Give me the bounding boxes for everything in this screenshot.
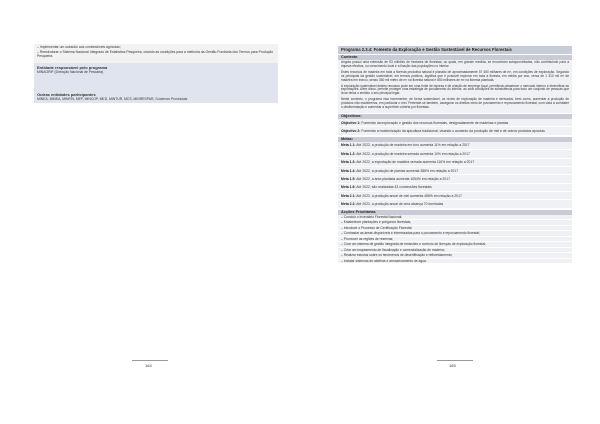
goal-label: Meta 1.1: bbox=[341, 143, 356, 148]
goal-label: Meta 1.2: bbox=[341, 151, 356, 156]
others-heading: Outras entidades participantes bbox=[37, 92, 96, 98]
responsible-section bbox=[34, 63, 278, 76]
list-item: – Reestruturar o Sistema Nacional Integrado de Estatística Pesqueira, criando as condições para a melhoria da Gestão Fundiária dos Termos para Produção Pesqueira. bbox=[37, 50, 274, 59]
list-item: – Concluir o Inventário Florestal Nacional; bbox=[338, 215, 572, 221]
responsible-text: MINAGRIF (Direcção Nacional de Pescaria). bbox=[37, 69, 105, 74]
goal-row bbox=[338, 175, 572, 183]
goal-label: Meta 1.4: bbox=[341, 168, 356, 173]
goal-label: Meta 2.2: bbox=[341, 202, 356, 207]
list-item: – Realizar estudos sobre os fenómenos de desertificação e reflorestamento; bbox=[338, 253, 572, 259]
page-number-rule bbox=[437, 360, 473, 361]
goals-heading: Metas: bbox=[338, 137, 572, 142]
list-item: – Promover as regiões de reservas; bbox=[338, 237, 572, 243]
paragraph: A exploração sustentável destes recursos pode ser uma fonte de riqueza e de criação de emprego local, permitindo abastecer o mercado interno e diversificar as exportações. Além disso, permite proteger uma estratégia de povoamento do interior, ao criar condições de subsistência para todo um conjunto de pessoas que lá se deixa o emitido o seu principal legar. bbox=[341, 83, 569, 96]
objective-row bbox=[338, 119, 572, 127]
actions-list bbox=[338, 215, 572, 265]
goal-row bbox=[338, 142, 572, 150]
goal-text: Até 2022, a produção anual de cera alcança 70 toneladas bbox=[356, 202, 444, 207]
list-item: – Instalar sistemas de abelhas e armazenamento de água. bbox=[338, 259, 572, 265]
goal-text: Até 2022, a área plantada aumenta 1054% em relação a 2017 bbox=[356, 176, 450, 181]
page-number: 165 bbox=[449, 363, 456, 368]
paragraph: Angola possui uma extensão de 53 milhões de hectares de florestas, ou quais, em grande medida, se encontram subaproveitadas, não contribuindo para a riqueza efectiva, ou crescimento local e a fixação das populações no interior. bbox=[341, 60, 569, 68]
section-spacer bbox=[34, 76, 278, 90]
goal-text: Até 2022, a produção anual de mel aumenta 456% em relação a 2017 bbox=[356, 193, 462, 198]
goal-label: Meta 1.3: bbox=[341, 160, 356, 165]
responsible-heading: Entidade responsável pelo programa bbox=[37, 64, 108, 70]
objective-text: Fomentar a modernização da apicultura tradicional, visando o aumento da produção de mel e de outros produtos apícolas bbox=[361, 128, 545, 133]
goal-row bbox=[338, 200, 572, 208]
goal-row bbox=[338, 167, 572, 175]
goal-text: Até 2022, a produção de plantas aumenta 386% em relação a 2017 bbox=[356, 168, 459, 173]
goal-row bbox=[338, 159, 572, 167]
objective-row bbox=[338, 127, 572, 135]
goal-text: Até 2022, a produção de madeira serrada aumenta 10% em relação a 2017 bbox=[356, 151, 470, 156]
list-item: – Introduzir o Processo de Certificação Florestal; bbox=[338, 226, 572, 232]
goal-label: Meta 1.5: bbox=[341, 176, 356, 181]
program-box bbox=[338, 46, 572, 264]
goal-text: Até 2022, a produção de madeira em toro aumenta 11% em relação a 2017 bbox=[356, 143, 470, 148]
list-item: – Criar um sistema de gestão integrada de emissões e controlo de licenças de exploração florestal; bbox=[338, 242, 572, 248]
others-section bbox=[34, 90, 278, 103]
objectives-heading: Objectivos: bbox=[338, 114, 572, 119]
paragraph: Estes recursos de madeira em toda a floresta produtiva natural é planalto de aproximadamente 57 450 milhares de m³, em condições de exploração. Segundo os principais da gestão sustentável, em termos práticos, significa que é possível explorar em toda a floresta, em média por ano, cerca de 1 310 mil m³ de madeira em tronco, sendo 360 mil metro de m³ na floresta natural e 850 milhares de m³ na floresta plantada. bbox=[341, 69, 569, 82]
left-bullet-list bbox=[34, 44, 278, 63]
actions-heading: Acções Prioritárias bbox=[338, 210, 572, 215]
goal-text: Até 2022, são realizadas 43 concessões florestais bbox=[356, 185, 432, 190]
context-heading: Contexto bbox=[338, 55, 572, 60]
objective-text: Fomentar da exploração e gestão dos recursos florestais, designadamente de madeiras e plantas bbox=[361, 120, 509, 125]
list-item: – Implementar um subsídio aos combustíveis agrícolas; bbox=[37, 45, 121, 49]
list-item: – Criar um mapeamento de fiscalização e comercialização de madeira; bbox=[338, 248, 572, 254]
list-item: – Contrastar as áreas disponíveis e interessadas para o povoamento e repovoamento florestal; bbox=[338, 231, 572, 237]
program-title: Programa 2.3.4: Fomento da Exploração e Gestão Sustentável de Recursos Florestais bbox=[338, 46, 572, 54]
page-number-rule bbox=[132, 360, 168, 361]
context-text bbox=[338, 60, 572, 113]
goal-row bbox=[338, 150, 572, 158]
objective-label: Objectivo 1: bbox=[341, 120, 361, 125]
objective-label: Objectivo 2: bbox=[341, 128, 361, 133]
goal-label: Meta 1.6: bbox=[341, 185, 356, 190]
goal-row bbox=[338, 184, 572, 192]
paragraph: Neste contexto, o programa visa incrementar, de forma sustentável, os níveis de exploração de madeira e derivados, bem como, aumentar a produção de produtos não madeireiros, em particular o mel. Pretende-se também, assegurar os direitos meio de povoamento e repovoamento florestal, com vista a combater o desflorestação e aumentar a superfície coberta por florestas. bbox=[341, 97, 569, 110]
others-text: MINEA, MINEA, MINFIN, MEP, MINCOP, MED, MINTUR, MCS, MINRESPAR, Governos Provinciais bbox=[37, 97, 188, 102]
left-content-box bbox=[34, 44, 278, 103]
goal-text: Até 2022, a exportação de madeira serrada aumenta 116% em relação a 2017 bbox=[356, 160, 475, 165]
page-number: 164 bbox=[145, 363, 152, 368]
goal-label: Meta 2.1: bbox=[341, 193, 356, 198]
list-item: – Estabelecer plantações e polígonos florestais; bbox=[338, 220, 572, 226]
goal-row bbox=[338, 192, 572, 200]
